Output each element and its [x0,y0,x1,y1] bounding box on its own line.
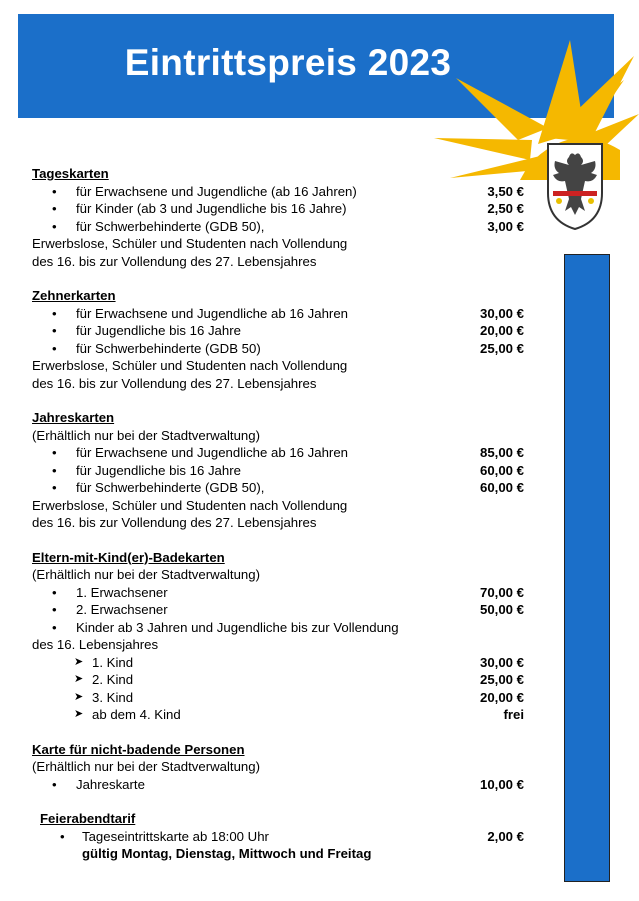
bullet: • [52,480,57,495]
item-text: für Erwachsene und Jugendliche ab 16 Jahren [76,305,348,321]
item-text: für Erwachsene und Jugendliche (ab 16 Jahren) [76,183,357,199]
section-note: (Erhältlich nur bei der Stadtverwaltung) [32,567,260,582]
item-price: 70,00 € [480,584,524,600]
item-price: 20,00 € [480,689,524,705]
section-title: Feierabendtarif [40,811,136,826]
item-price: 50,00 € [480,602,524,617]
section-title: Karte für nicht-badende Personen [32,741,245,757]
section-note: (Erhältlich nur bei der Stadtverwaltung) [32,427,260,443]
bullet: • [52,462,57,478]
item-text: für Jugendliche bis 16 Jahre [76,323,241,338]
list-item [32,601,532,619]
list-item [32,183,532,201]
bullet: • [60,828,65,844]
bullet: • [52,218,57,234]
list-item [32,200,532,218]
bullet: • [52,584,57,600]
item-price: 85,00 € [480,445,524,460]
bullet: • [52,619,57,635]
sun-icon [420,20,639,180]
sub-item-text: 1. Kind [92,654,134,670]
item-price: 60,00 € [480,480,524,495]
bullet: • [52,183,57,199]
arrow-bullet: ➤ [74,655,84,668]
section-jahreskarten [32,409,532,532]
item-price: frei [503,707,524,722]
item-price: 30,00 € [480,305,524,321]
sub-item [32,654,532,672]
item-price: 10,00 € [480,776,524,792]
list-item [32,776,532,794]
section-title: Eltern-mit-Kind(er)-Badekarten [32,549,225,565]
item-text: für Kinder (ab 3 und Jugendliche bis 16 Jahre) [76,201,347,216]
bullet: • [52,445,57,460]
bullet: • [52,776,57,792]
sub-item [32,706,532,724]
list-item [0,218,532,271]
sub-item-text: 3. Kind [92,689,134,705]
bullet: • [52,323,57,338]
page-title: Eintrittspreis 2023 [124,42,452,83]
section-title: Tageskarten [32,166,109,181]
section-title: Jahreskarten [32,410,115,425]
item-text: für Schwerbehinderte (GDB 50) Erwerbslose, Schüler und Studenten nach Vollendung des 16. bis zur Vollendung des 27. Lebensjahres [32,340,348,391]
coat-of-arms-icon [545,141,605,233]
item-price: 30,00 € [480,654,524,670]
bullet: • [52,201,57,216]
arrow-bullet: ➤ [74,708,84,720]
arrow-bullet: ➤ [74,690,84,703]
section-note: (Erhältlich nur bei der Stadtverwaltung) [32,759,260,774]
item-text: 1. Erwachsener [76,584,168,600]
price-list [32,165,532,880]
arrow-bullet: ➤ [74,673,84,685]
item-price: 2,50 € [487,201,524,216]
section-eltern-kind [32,549,532,724]
section-zehnerkarten [32,287,532,392]
section-title: Zehnerkarten [32,288,116,303]
sub-item-text: 2. Kind [92,672,134,687]
bullet: • [52,602,57,617]
list-item [32,828,532,846]
sub-item-text: ab dem 4. Kind [92,707,181,722]
item-text: für Schwerbehinderte (GDB 50), Erwerbslose, Schüler und Studenten nach Vollendung des 16. bis zur Vollendung des 27. Lebensjahres [32,218,348,269]
bullet: • [52,340,57,356]
sub-item [32,689,532,707]
section-nicht-badend [32,741,532,794]
section-feierabendtarif [32,810,532,863]
validity-note: gültig Montag, Dienstag, Mittwoch und Freitag [82,846,372,861]
blue-side-bar [564,254,610,882]
item-price: 20,00 € [480,323,524,338]
list-item [0,340,532,393]
list-item [32,322,532,340]
item-price: 3,50 € [487,183,524,199]
item-text: für Jugendliche bis 16 Jahre [76,462,241,478]
item-text: 2. Erwachsener [76,602,168,617]
item-price: 3,00 € [487,218,524,234]
item-text: für Erwachsene und Jugendliche ab 16 Jahren [76,445,348,460]
item-text: für Schwerbehinderte (GDB 50), Erwerbslose, Schüler und Studenten nach Vollendung des 16. bis zur Vollendung des 27. Lebensjahres [32,480,348,530]
list-item [32,305,532,323]
item-price: 2,00 € [487,828,524,844]
item-price: 25,00 € [480,340,524,356]
list-item [32,584,532,602]
bullet: • [52,305,57,321]
item-text: Tageseintrittskarte ab 18:00 Uhr [82,828,269,844]
list-item [32,462,532,480]
item-price: 25,00 € [480,672,524,687]
sub-item [32,671,532,689]
list-item [32,444,532,462]
item-text: Jahreskarte [76,776,145,792]
item-text: Kinder ab 3 Jahren und Jugendliche bis zur Vollendung des 16. Lebensjahres [32,619,399,652]
list-item [0,619,532,654]
list-item [0,479,532,532]
section-tageskarten [32,165,532,270]
item-price: 60,00 € [480,462,524,478]
